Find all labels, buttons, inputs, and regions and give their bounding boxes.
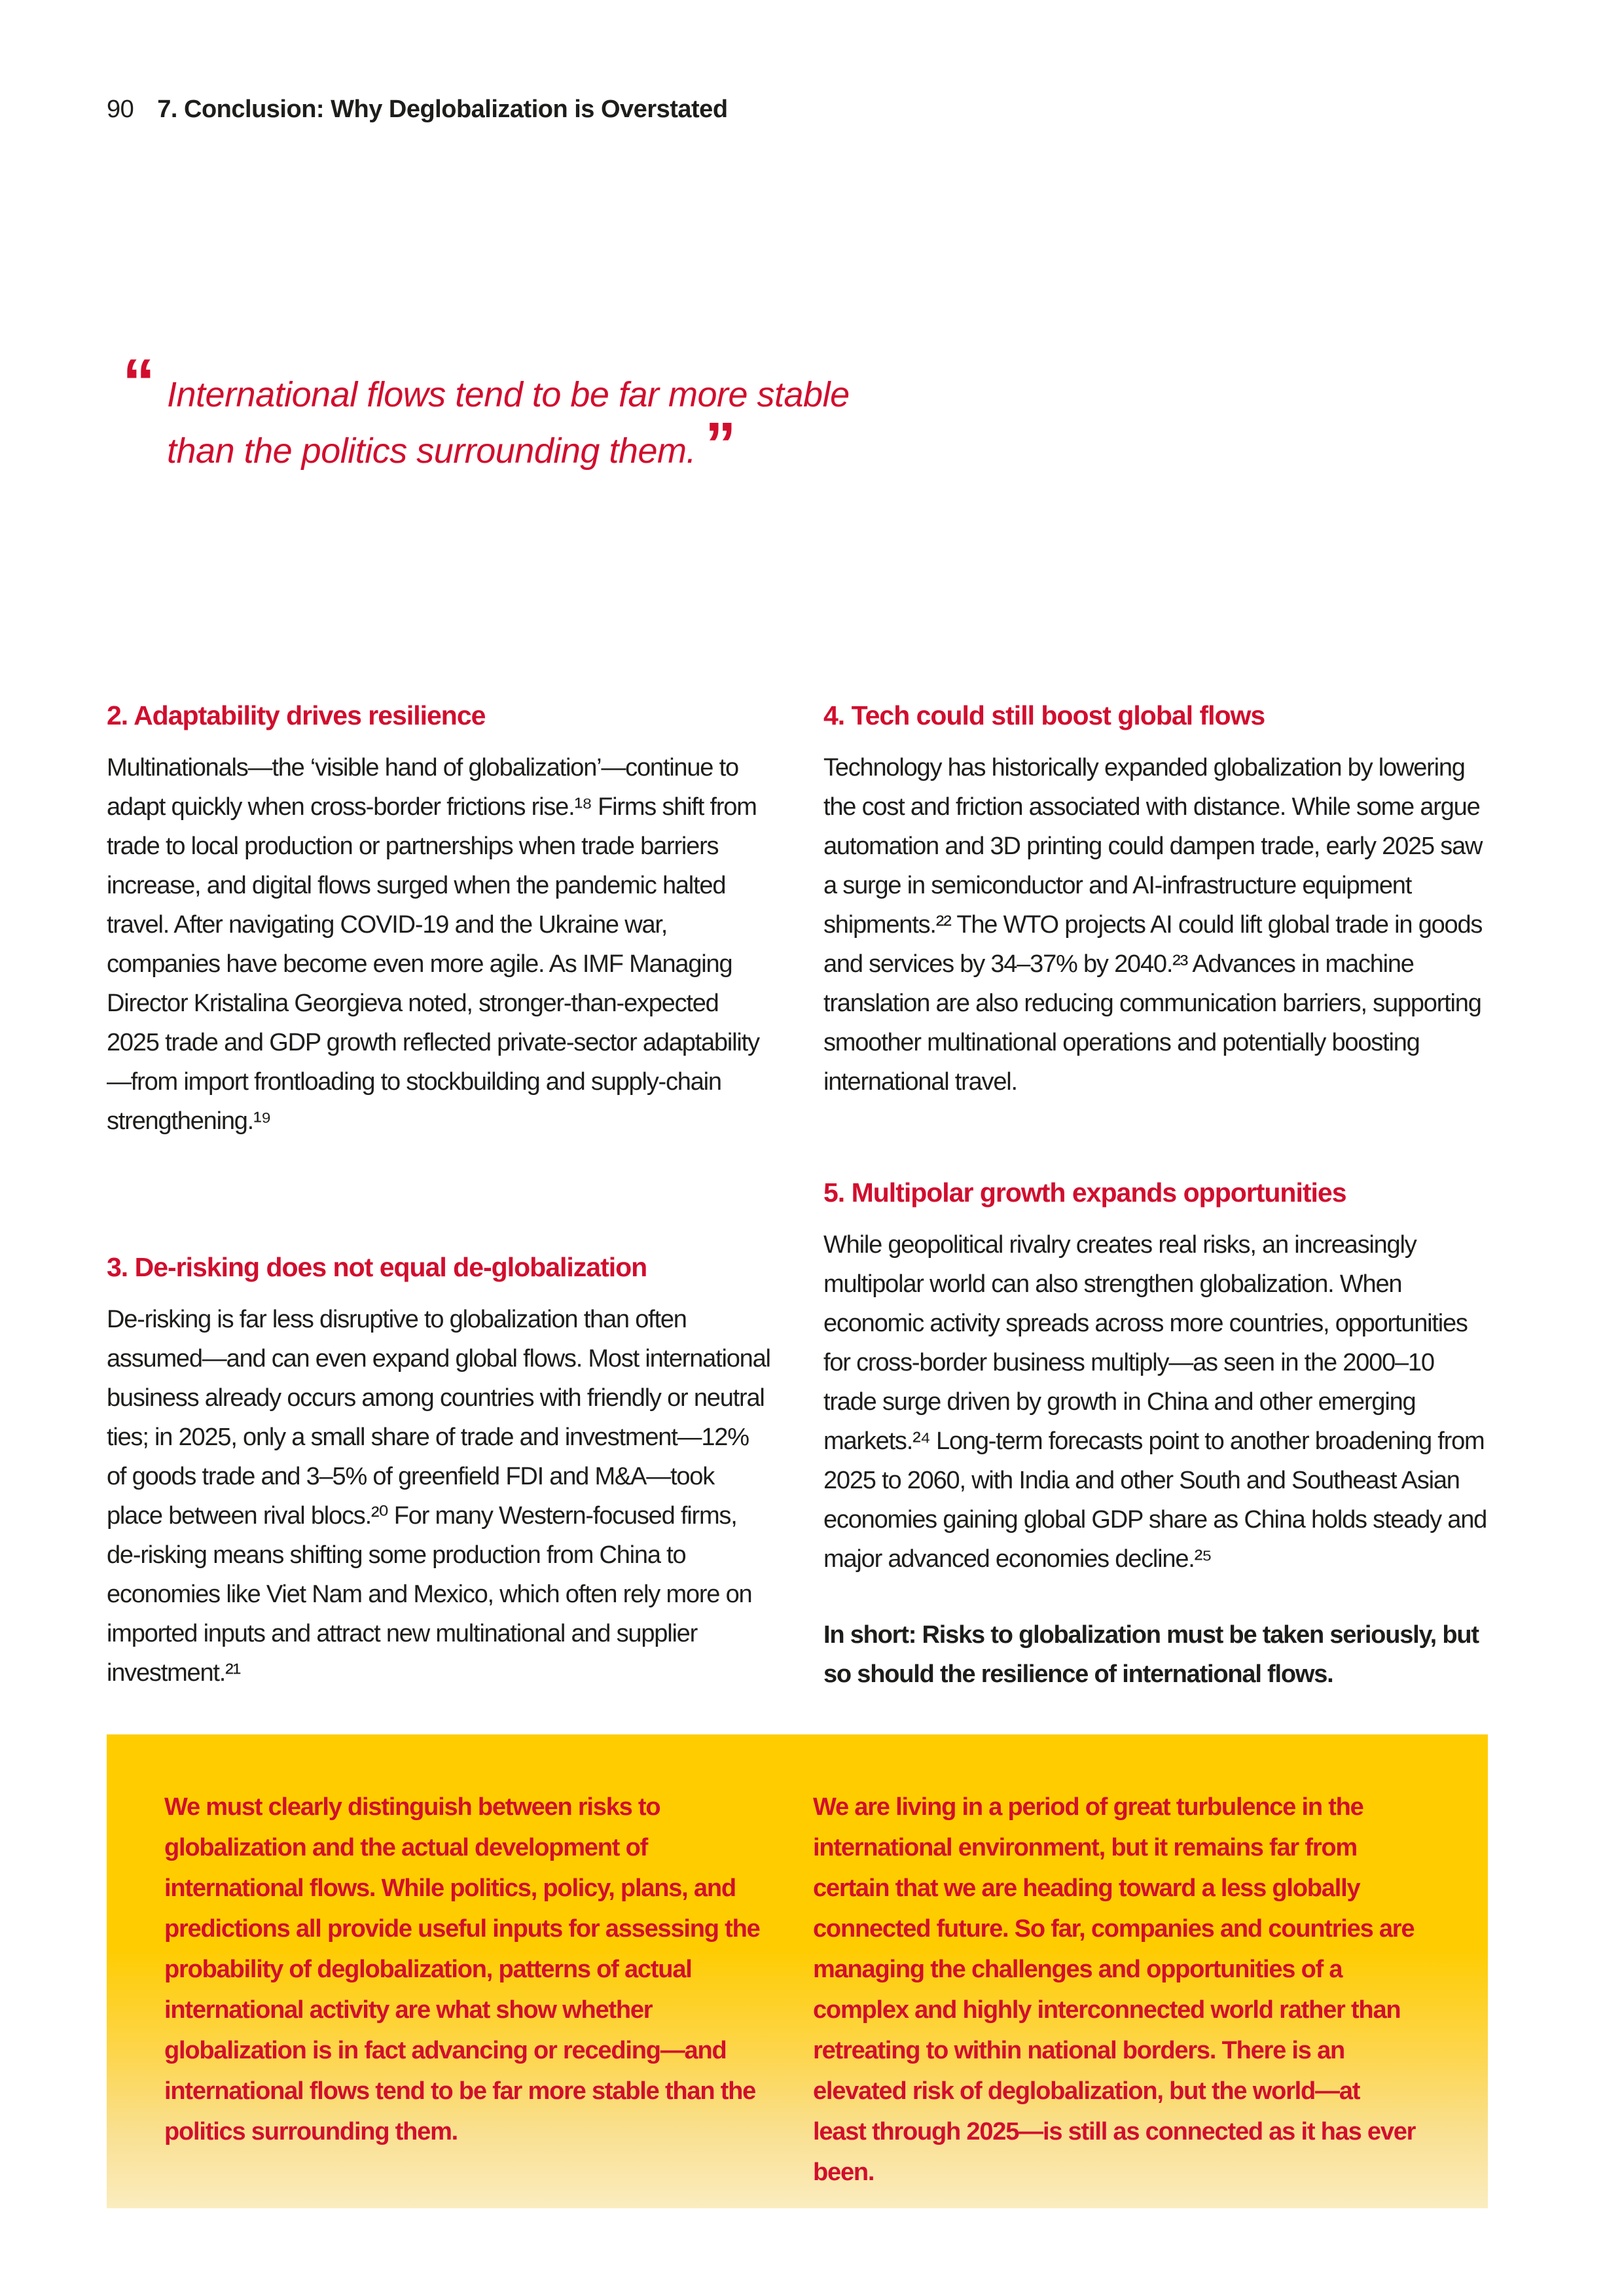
section-body-multipolar: While geopolitical rivalry creates real risks, an increasingly multipolar world can also strengthen globalization. When economic activity spreads across more countries, opportunities for cross-border business multiply—as seen in the 2000–10 trade surge driven by growth in China and other emerging markets.²⁴ Long-term forecasts point to another broadening from 2025 to 2060, with India and other South and Southeast Asian economies gaining global GDP share as China holds steady and major advanced economies decline.²⁵ bbox=[823, 1231, 1487, 1573]
section-heading-derisking: 3. De-risking does not equal de-globalization bbox=[107, 1252, 647, 1282]
section-body-derisking: De-risking is far less disruptive to globalization than often assumed—and can even expand global flows. Most international business already occurs among countries with friendly or neutral ties; in 2025, only a small share of trade and investment—12% of goods trade and 3–5% of greenfield FDI and M&A—took place between rival blocs.²⁰ For many Western-focused firms, de-risking means shifting some production from China to economies like Viet Nam and Mexico, which often rely more on imported inputs and attract new multinational and supplier investment.²¹ bbox=[107, 1306, 770, 1687]
highlight-right-column bbox=[813, 1787, 1416, 2208]
highlight-left-text: We must clearly distinguish between risks to globalization and the actual development of international flows. While politics, policy, plans, and predictions all provide useful inputs for assessing the probability of deglobalization, patterns of actual international activity are what show whether globalization is in fact advancing or receding—and international flows tend to be far more stable than the politics surrounding them. bbox=[164, 1793, 760, 2145]
section-heading-tech: 4. Tech could still boost global flows bbox=[823, 700, 1265, 730]
pull-quote-text: International flows tend to be far more stable than the politics surrounding them. bbox=[167, 375, 850, 471]
section-heading-multipolar: 5. Multipolar growth expands opportunities bbox=[823, 1177, 1346, 1208]
section-multipolar bbox=[823, 1177, 1488, 1579]
section-heading-adaptability: 2. Adaptability drives resilience bbox=[107, 700, 486, 730]
page-header bbox=[107, 96, 728, 124]
highlight-left-column bbox=[164, 1787, 767, 2208]
open-quote-mark: “ bbox=[122, 346, 155, 419]
page-number: 90 bbox=[107, 96, 134, 123]
chapter-title: 7. Conclusion: Why Deglobalization is Overstated bbox=[157, 96, 728, 123]
left-column bbox=[107, 700, 771, 1694]
body-columns bbox=[107, 700, 1488, 1694]
pull-quote: “ International flows tend to be far more stable than the politics surrounding them. ” bbox=[122, 346, 850, 479]
section-tech bbox=[823, 700, 1488, 1102]
section-derisking bbox=[107, 1252, 771, 1693]
section-body-adaptability: Multinationals—the ‘visible hand of globalization’—continue to adapt quickly when cross-border frictions rise.¹⁸ Firms shift from trade to local production or partnerships when trade barriers increase, and digital flows surged when the pandemic halted travel. After navigating COVID-19 and the Ukraine war, companies have become even more agile. As IMF Managing Director Kristalina Georgieva noted, stronger-than-expected 2025 trade and GDP growth reflected private-sector adaptability—from import frontloading to stockbuilding and supply-chain strengthening.¹⁹ bbox=[107, 754, 759, 1135]
highlight-right-text: We are living in a period of great turbulence in the international environment, but it remains far from certain that we are heading toward a less globally connected future. So far, companies and countries are managing the challenges and opportunities of a complex and highly interconnected world rather than retreating to within national borders. There is an elevated risk of deglobalization, but the world—at least through 2025—is still as connected as it has ever been. bbox=[813, 1793, 1416, 2186]
summary-statement: In short: Risks to globalization must be taken seriously, but so should the resilience of international flows. bbox=[823, 1621, 1479, 1688]
section-body-tech: Technology has historically expanded globalization by lowering the cost and friction associated with distance. While some argue automation and 3D printing could dampen trade, early 2025 saw a surge in semiconductor and AI-infrastructure equipment shipments.²² The WTO projects AI could lift global trade in goods and services by 34–37% by 2040.²³ Advances in machine translation are also reducing communication barriers, supporting smoother multinational operations and potentially boosting international travel. bbox=[823, 754, 1483, 1096]
right-column bbox=[823, 700, 1488, 1694]
section-adaptability bbox=[107, 700, 771, 1141]
highlight-box bbox=[107, 1734, 1488, 2208]
